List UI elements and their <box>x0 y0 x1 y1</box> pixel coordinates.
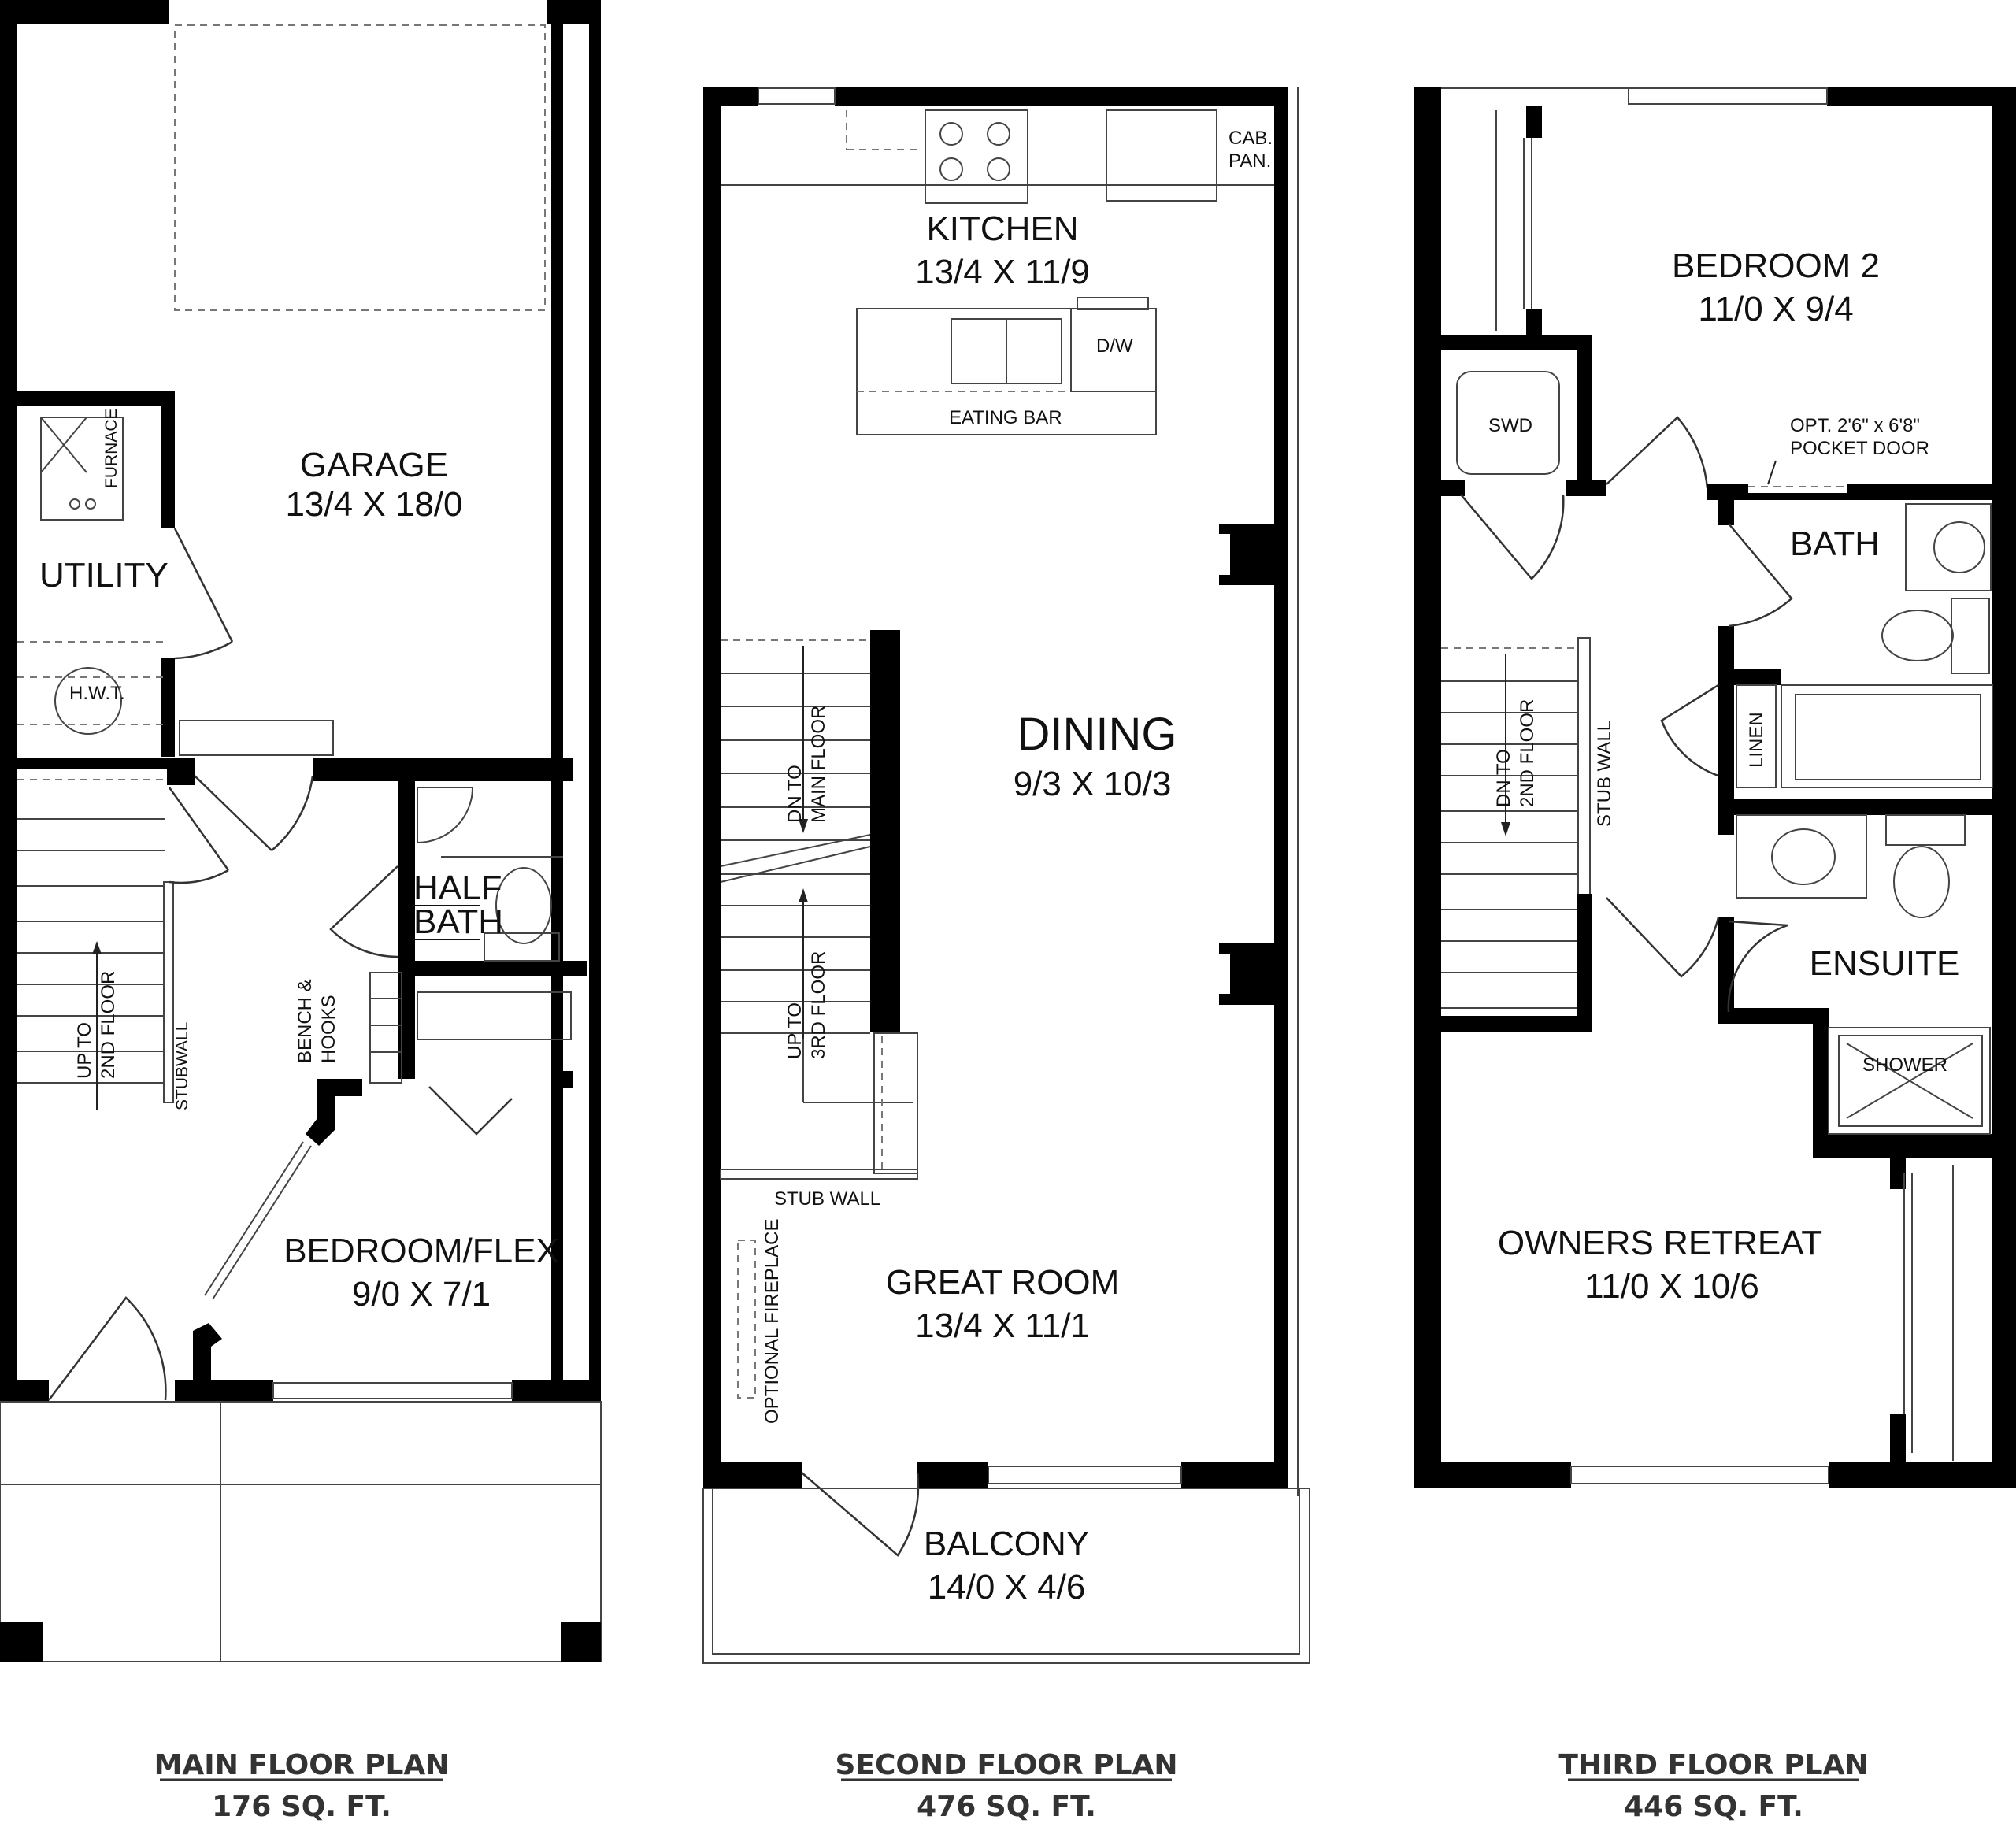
corner-sink <box>417 787 472 843</box>
second-wall-top-right <box>835 87 1288 106</box>
bath-vanity <box>1906 504 1991 591</box>
bedroom-barn-door[interactable] <box>213 1146 311 1299</box>
front-porch <box>0 1402 601 1662</box>
bedroom-flex-name: BEDROOM/FLEX <box>284 1232 559 1270</box>
third-wall-top-right <box>1827 87 2016 106</box>
cab-label-2: PAN. <box>1228 150 1272 172</box>
stair-door[interactable] <box>169 787 228 883</box>
owners-retreat-size: 11/0 X 10/6 <box>1584 1267 1759 1306</box>
utility-wall-top <box>17 391 175 406</box>
second-bottom-wall-left <box>703 1462 802 1488</box>
ensuite-door[interactable] <box>1729 921 1788 1012</box>
dw-label: D/W <box>1096 335 1133 357</box>
third-stub-wall <box>1578 638 1590 898</box>
porch-post-right <box>561 1622 601 1662</box>
bench <box>370 973 402 1083</box>
stair-center-wall <box>870 630 900 1032</box>
ensuite-wall-bottom <box>1718 1008 1829 1024</box>
third-stairs-label-1: DN TO <box>1493 749 1514 807</box>
fireplace <box>738 1240 755 1398</box>
garage-wall-left <box>17 758 167 769</box>
bath-door[interactable] <box>1729 524 1792 626</box>
second-wall-right <box>1274 87 1288 1488</box>
column-upper <box>1219 524 1274 585</box>
garage-wall-right <box>313 758 573 781</box>
main-stairs-label-2: 2ND FLOOR <box>98 970 119 1079</box>
main-bottom-wall-mid <box>175 1380 273 1402</box>
bedroom2-door[interactable] <box>1606 417 1707 488</box>
laundry-door[interactable] <box>1461 495 1563 579</box>
kitchen-size: 13/4 X 11/9 <box>915 253 1090 291</box>
half-bath-door[interactable] <box>331 866 398 957</box>
main-bottom-wall-left <box>0 1380 49 1402</box>
balcony-door[interactable] <box>802 1473 918 1555</box>
garage-step <box>180 721 333 755</box>
closet-shelf <box>417 992 571 1039</box>
third-stub-wall-label: STUB WALL <box>1594 720 1615 827</box>
main-floor-area: 176 SQ. FT. <box>212 1791 391 1823</box>
third-floor-title: THIRD FLOOR PLAN <box>1558 1749 1869 1781</box>
bench-label-2: HOOKS <box>318 995 339 1063</box>
swd-label: SWD <box>1488 415 1532 436</box>
owners-retreat-name: OWNERS RETREAT <box>1497 1224 1823 1262</box>
third-wall-top-left <box>1414 87 1441 106</box>
eating-bar-label: EATING BAR <box>949 407 1062 428</box>
second-floor-plan <box>703 87 1310 1823</box>
laundry-wall-top <box>1441 335 1592 350</box>
third-bottom-wall-right <box>1829 1462 2016 1488</box>
up-stairs-label-1: UP TO <box>784 1002 806 1059</box>
furnace-label: FURNACE <box>102 408 120 488</box>
b2-closet-wall-bottom <box>1526 309 1542 337</box>
pocket-door-label-1: OPT. 2'6" x 6'8" <box>1790 415 1920 436</box>
third-wall-right <box>1992 87 2016 1488</box>
utility-wall-right <box>161 391 175 528</box>
owners-door[interactable] <box>1606 898 1718 976</box>
main-stub-wall <box>164 882 173 1102</box>
bedroom-window <box>273 1383 512 1399</box>
ensuite-vanity <box>1736 815 1866 898</box>
main-stairs-label-1: UP TO <box>74 1021 95 1079</box>
bedroom2-size: 11/0 X 9/4 <box>1698 290 1854 328</box>
fireplace-label: OPTIONAL FIREPLACE <box>762 1218 783 1424</box>
main-wall-right <box>589 0 601 1402</box>
main-wall-right-inner <box>551 0 563 1386</box>
closet-door[interactable] <box>429 1087 512 1134</box>
dn-stairs-label-1: DN TO <box>784 765 806 823</box>
bedroom-jamb-top <box>306 1079 362 1146</box>
utility-label: UTILITY <box>39 556 169 595</box>
ensuite-toilet <box>1894 847 1949 917</box>
laundry-wall-right <box>1577 335 1592 496</box>
front-door[interactable] <box>49 1298 165 1400</box>
stair-wall-bottom <box>1441 1016 1592 1032</box>
half-bath-wall <box>398 776 415 969</box>
owners-closet-jamb <box>1890 1414 1906 1462</box>
dining-name: DINING <box>1017 709 1177 760</box>
linen-label: LINEN <box>1746 712 1767 768</box>
main-floor-title: MAIN FLOOR PLAN <box>154 1749 450 1781</box>
bath-jamb <box>1718 500 1734 525</box>
ensuite-wall-left <box>1718 917 1734 1024</box>
garage-door-outline <box>175 25 545 310</box>
main-floor-plan <box>0 0 601 1823</box>
great-room-size: 13/4 X 11/1 <box>915 1306 1090 1345</box>
second-floor-area: 476 SQ. FT. <box>917 1791 1096 1823</box>
half-bath-toilet <box>496 868 551 943</box>
third-bottom-wall-left <box>1414 1462 1571 1488</box>
main-stub-wall-label: STUBWALL <box>173 1021 191 1110</box>
ensuite-jamb <box>1718 815 1734 835</box>
great-room-window <box>988 1466 1181 1484</box>
second-wall-left <box>703 87 721 1488</box>
bath-label: BATH <box>1790 524 1881 563</box>
column-lower <box>1219 943 1274 1005</box>
b2-closet-wall-top <box>1526 106 1542 138</box>
third-floor-area: 446 SQ. FT. <box>1624 1791 1803 1823</box>
half-bath-label-1: HALF <box>413 869 502 907</box>
half-bath-label-2: BATH <box>413 902 504 941</box>
bath-wall-mid <box>1718 669 1781 685</box>
laundry-wall-bottom-left <box>1441 480 1465 496</box>
third-stairs-label-2: 2ND FLOOR <box>1517 699 1538 807</box>
bathtub <box>1781 685 1992 787</box>
second-bottom-wall-right <box>1181 1462 1288 1488</box>
third-wall-left <box>1414 87 1441 1488</box>
third-floor-plan <box>1414 87 2016 1823</box>
laundry-wall-bottom-right <box>1566 480 1606 496</box>
half-bath-wall-bottom <box>398 961 587 976</box>
utility-door[interactable] <box>175 528 232 658</box>
shower-label: SHOWER <box>1862 1054 1947 1076</box>
second-wall-top-left <box>703 87 758 106</box>
porch-post-left <box>0 1622 43 1662</box>
main-bottom-wall-right <box>512 1380 601 1402</box>
second-bottom-wall-mid <box>917 1462 988 1488</box>
kitchen-name: KITCHEN <box>926 209 1079 248</box>
hwt-label: H.W.T. <box>69 683 125 704</box>
garage-wall-post <box>167 758 195 785</box>
cab-label-1: CAB. <box>1228 128 1273 149</box>
bench-label-1: BENCH & <box>295 979 316 1063</box>
garage-size: 13/4 X 18/0 <box>285 485 463 524</box>
balcony-size: 14/0 X 4/6 <box>927 1568 1086 1606</box>
ensuite-label: ENSUITE <box>1809 944 1960 983</box>
bath-toilet <box>1882 610 1953 661</box>
bedroom-flex-size: 9/0 X 7/1 <box>351 1275 491 1314</box>
linen-door[interactable] <box>1662 685 1718 776</box>
main-wall-top-right <box>547 0 591 24</box>
kitchen-range <box>925 110 1028 203</box>
garage-entry-door[interactable] <box>195 776 313 850</box>
kitchen-window <box>758 88 835 104</box>
bath-wall-bottom <box>1718 799 1992 815</box>
dining-size: 9/3 X 10/3 <box>1013 765 1172 803</box>
stair-wall-right <box>1577 894 1592 1032</box>
bath-wall-left <box>1718 626 1734 815</box>
closet-wall-right <box>551 1071 573 1088</box>
third-stairs[interactable] <box>1441 648 1577 1008</box>
pocket-door-label-2: POCKET DOOR <box>1790 438 1929 459</box>
garage-name: GARAGE <box>299 446 449 484</box>
up-stairs-label-2: 3RD FLOOR <box>808 950 829 1059</box>
utility-wall-right-lower <box>161 658 175 757</box>
fridge <box>1106 110 1217 201</box>
second-floor-title: SECOND FLOOR PLAN <box>835 1749 1178 1781</box>
great-room-name: GREAT ROOM <box>885 1263 1120 1302</box>
main-wall-top-left <box>0 0 169 24</box>
bedroom2-name: BEDROOM 2 <box>1671 246 1881 285</box>
dn-stairs-label-2: MAIN FLOOR <box>808 705 829 823</box>
balcony-name: BALCONY <box>923 1525 1090 1563</box>
shower-wall <box>1813 1008 1992 1158</box>
owners-window <box>1571 1466 1829 1484</box>
closet-wall <box>398 976 415 1079</box>
bedroom2-window <box>1629 88 1827 104</box>
main-wall-left <box>0 0 17 1402</box>
stub-wall-label: STUB WALL <box>774 1188 881 1210</box>
